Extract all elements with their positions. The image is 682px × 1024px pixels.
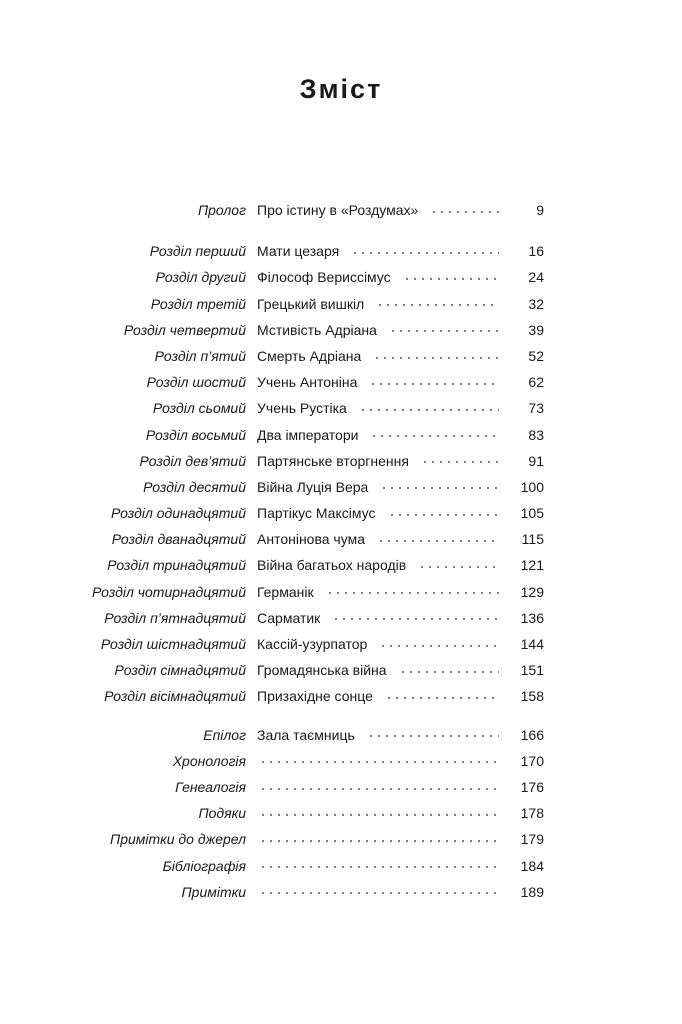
dot-leader [403, 278, 499, 280]
toc-label: Розділ сьомий [152, 400, 246, 417]
toc-label: Епілог [203, 726, 246, 743]
toc-page-number: 179 [520, 831, 544, 848]
toc-row-chronology[interactable] [0, 748, 682, 774]
toc-title: Антонінова чума [257, 531, 365, 548]
dot-leader [369, 383, 499, 385]
toc-title: Партікус Максімус [257, 505, 376, 522]
toc-row-chapter-16[interactable] [0, 631, 682, 657]
toc-label: Розділ дев’ятий [139, 452, 246, 469]
table-of-contents [0, 197, 682, 905]
toc-row-chapter-14[interactable] [0, 579, 682, 605]
dot-leader [379, 645, 499, 647]
dot-leader [259, 840, 499, 842]
toc-page-number: 184 [520, 857, 544, 874]
toc-row-chapter-12[interactable] [0, 526, 682, 552]
dot-leader [326, 592, 499, 594]
toc-row-chapter-2[interactable] [0, 264, 682, 290]
dot-leader [259, 761, 499, 763]
toc-label: Розділ одинадцятий [110, 505, 246, 522]
toc-page-number: 91 [528, 452, 544, 469]
toc-row-genealogy[interactable] [0, 774, 682, 800]
dot-leader [259, 814, 499, 816]
toc-page-number: 129 [520, 583, 544, 600]
toc-row-prologue[interactable] [0, 197, 682, 223]
toc-page-number: 100 [520, 478, 544, 495]
dot-leader [380, 487, 499, 489]
dot-leader [367, 735, 499, 737]
dot-leader [388, 514, 500, 516]
toc-row-chapter-18[interactable] [0, 683, 682, 709]
toc-label: Розділ десятий [143, 478, 246, 495]
toc-title: Германік [257, 583, 314, 600]
toc-title: Зала таємниць [257, 726, 355, 743]
toc-label: Примітки [181, 883, 246, 900]
toc-title: Мстивість Адріана [257, 321, 377, 338]
toc-label: Розділ шостий [146, 374, 246, 391]
dot-leader [373, 357, 499, 359]
dot-leader [259, 788, 499, 790]
toc-title: Війна Луція Вера [257, 478, 369, 495]
toc-label: Розділ четвертий [123, 321, 246, 338]
toc-page-number: 178 [520, 805, 544, 822]
toc-row-epilogue[interactable] [0, 722, 682, 748]
toc-label: Розділ чотирнадцятий [91, 583, 246, 600]
toc-title: Громадянська війна [257, 662, 387, 679]
toc-title: Кассій-узурпатор [257, 636, 368, 652]
toc-row-acknowledgments[interactable] [0, 800, 682, 826]
toc-page-number: 9 [536, 202, 544, 218]
toc-page-number: 73 [528, 400, 544, 417]
toc-row-chapter-8[interactable] [0, 422, 682, 448]
dot-leader [430, 211, 499, 213]
toc-title: Про істину в «Роздумах» [257, 202, 419, 218]
dot-leader [370, 435, 499, 437]
toc-row-bibliography[interactable] [0, 853, 682, 879]
dot-leader [399, 671, 499, 673]
toc-row-chapter-11[interactable] [0, 500, 682, 526]
toc-row-chapter-4[interactable] [0, 317, 682, 343]
dot-leader [332, 618, 499, 620]
toc-label: Генеалогія [175, 778, 246, 795]
dot-leader [259, 892, 499, 894]
toc-label: Розділ п’ятнадцятий [104, 609, 246, 626]
dot-leader [259, 866, 499, 868]
toc-page-number: 115 [521, 531, 544, 548]
dot-leader [385, 697, 499, 699]
toc-row-chapter-5[interactable] [0, 343, 682, 369]
toc-page-number: 189 [520, 883, 544, 900]
toc-label: Пролог [198, 202, 246, 218]
toc-label: Розділ п’ятий [154, 347, 246, 364]
toc-page-number: 151 [520, 662, 544, 679]
dot-leader [421, 461, 499, 463]
dot-leader [359, 409, 499, 411]
toc-page-number: 170 [520, 752, 544, 769]
toc-page-number: 121 [520, 557, 544, 574]
toc-label: Розділ тринадцятий [107, 557, 246, 574]
toc-title: Учень Антоніна [257, 374, 358, 391]
toc-title: Грецький вишкіл [257, 295, 365, 312]
toc-label: Розділ третій [150, 295, 246, 312]
toc-label: Подяки [198, 805, 246, 822]
toc-page-number: 105 [520, 505, 544, 522]
toc-title: Два імператори [257, 426, 359, 443]
dot-leader [377, 540, 499, 542]
dot-leader [351, 252, 499, 254]
toc-title: Війна багатьох народів [257, 557, 407, 574]
toc-page-number: 83 [528, 426, 544, 443]
toc-row-chapter-3[interactable] [0, 291, 682, 317]
toc-label: Розділ перший [149, 243, 246, 260]
toc-title: Сарматик [257, 609, 321, 626]
toc-page-number: 144 [520, 636, 544, 652]
toc-row-chapter-6[interactable] [0, 369, 682, 395]
toc-page-number: 52 [528, 347, 544, 364]
toc-page-number: 16 [528, 243, 544, 260]
toc-title: Партянське вторгнення [257, 452, 409, 469]
toc-label: Бібліографія [162, 857, 246, 874]
toc-page-number: 24 [528, 269, 544, 286]
dot-leader [418, 566, 499, 568]
toc-label: Розділ восьмий [145, 426, 246, 443]
toc-page-number: 136 [520, 609, 544, 626]
dot-leader [389, 330, 499, 332]
toc-row-chapter-10[interactable] [0, 474, 682, 500]
toc-label: Розділ другий [155, 269, 246, 286]
toc-page-number: 176 [520, 778, 544, 795]
toc-page-number: 166 [520, 726, 544, 743]
toc-row-chapter-1[interactable] [0, 238, 682, 264]
toc-row-notes[interactable] [0, 879, 682, 905]
toc-row-chapter-17[interactable] [0, 657, 682, 683]
toc-title: Мати цезаря [257, 243, 340, 260]
toc-label: Хронологія [172, 752, 246, 769]
toc-row-chapter-7[interactable] [0, 395, 682, 421]
page-title: Зміст [299, 74, 383, 104]
toc-row-source-notes[interactable] [0, 826, 682, 852]
toc-row-chapter-13[interactable] [0, 552, 682, 578]
toc-title: Призахідне сонце [257, 688, 373, 705]
toc-title: Філософ Вериссімус [257, 269, 391, 286]
toc-title: Смерть Адріана [257, 347, 362, 364]
toc-label: Розділ дванадцятий [111, 531, 246, 548]
toc-page-number: 32 [528, 295, 544, 312]
toc-row-chapter-9[interactable] [0, 448, 682, 474]
toc-page-number: 62 [528, 374, 544, 391]
toc-label: Розділ шістнадцятий [100, 636, 246, 652]
toc-row-chapter-15[interactable] [0, 605, 682, 631]
toc-page-number: 39 [528, 321, 544, 338]
toc-label: Примітки до джерел [110, 831, 246, 848]
toc-label: Розділ сімнадцятий [114, 662, 246, 679]
toc-page-number: 158 [520, 688, 544, 705]
toc-label: Розділ вісімнадцятий [104, 688, 246, 705]
toc-title: Учень Рустіка [257, 400, 347, 417]
dot-leader [376, 304, 499, 306]
